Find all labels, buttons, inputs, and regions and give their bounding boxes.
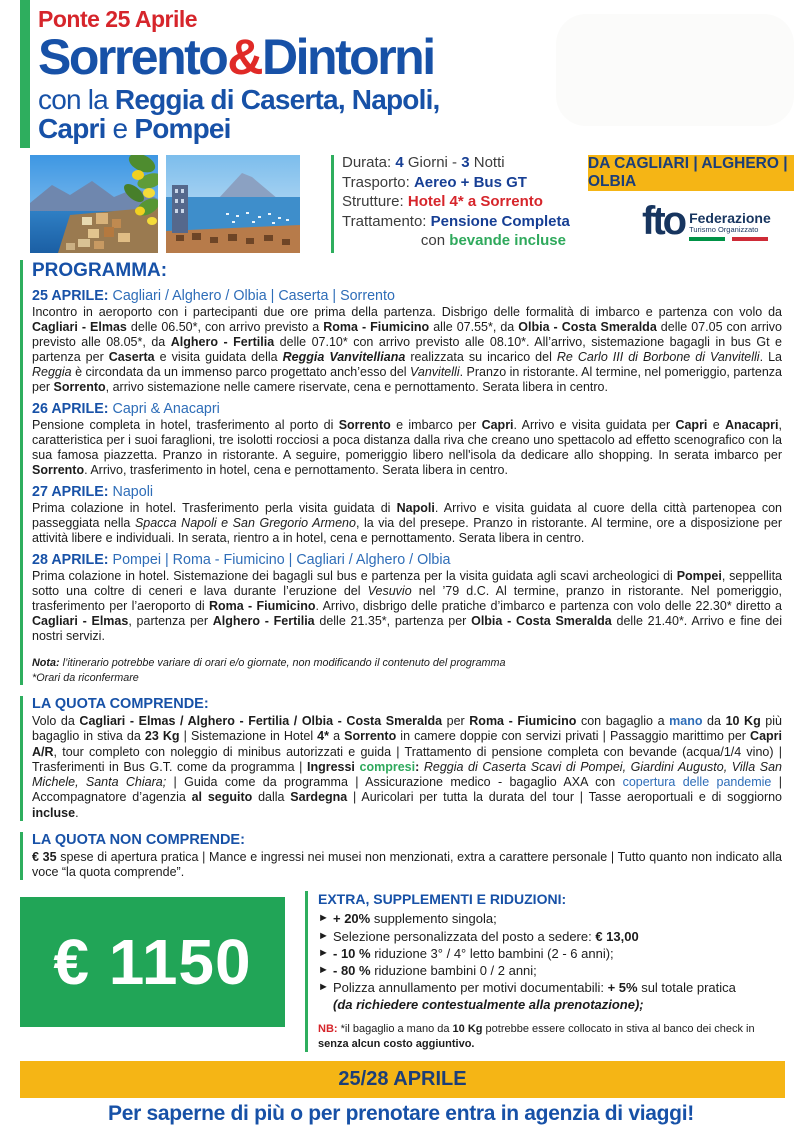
extra-section — [305, 891, 782, 1052]
info-bevande: con bevande incluse — [420, 232, 566, 249]
info-trattamento: Trattamento: Pensione Completa — [342, 212, 570, 230]
quota-non-comprende-body: € 35 spese di apertura pratica | Mance e ingressi nei musei non menzionati, extra a carattere personale | Tutto quanto non indicato alla voce “la quota comprende”. — [32, 849, 782, 880]
quota-non-comprende-heading: LA QUOTA NON COMPRENDE: — [32, 831, 245, 848]
fto-logo-line1: Federazione — [689, 210, 771, 226]
day-body: Pensione completa in hotel, trasferimento al porto di Sorrento e imbarco per Capri. Arrivo e visita guidata per Capri e Anacapri, caratteristica per i suoi faraglioni, tre isolotti rocciosi a poca distanza dalla riva che creano uno spettacolo ad effetto scenografico con la sua famosa piazzetta. Pranzo in ristorante. A seguire, pomeriggio libero nell'isola da dedicare allo shopping. In serata imbarco per Sorrento. Arrivo, trasferimento in hotel, cena e pernottamento. Serata libera in centro. — [32, 418, 783, 477]
program-note: Nota: l’itinerario potrebbe variare di orari e/o giornate, non modificando il contenuto del programma *Orari da riconfermare — [32, 657, 506, 684]
trip-info — [342, 153, 582, 251]
program-heading: PROGRAMMA: — [32, 260, 168, 281]
flag-green-bar — [689, 237, 725, 241]
quota-comprende-body: Volo da Cagliari - Elmas / Alghero - Fertilia / Olbia - Costa Smeralda per Roma - Fiumicino con bagaglio a mano da 10 Kg più bagaglio in stiva da 23 Kg | Sistemazione in Hotel 4* a Sorrento in camere doppie con servizi privati | Passaggio marittimo per Capri A/R, tour completo con noleggio di minibus autorizzati e guida | Trattamento di pensione completa con bevande (acqua/1/4 vino) | Trasferimenti in Bus G.T. come da programma | Ingressi compresi: Reggia di Caserta Scavi di Pompei, Giardini Augusto, Villa San Michele, Santa Chiara; | Guida come da programma | Assicurazione medico - bagaglio AXA con copertura delle pandemie | Accompagnatore d’agenzia al seguito dalla Sardegna | Auricolari per tutta la durata del tour | Tasse aeroportuali e di soggiorno incluse. — [32, 714, 783, 820]
main-content — [20, 260, 782, 1131]
departures-badge: DA CAGLIARI | ALGHERO | OLBIA — [588, 155, 794, 191]
program-day — [32, 401, 782, 478]
extra-item-text: - 10 % riduzione 3° / 4° letto bambini (2 - 6 anni); — [333, 945, 614, 961]
arrow-bullet-icon: ► — [318, 963, 329, 976]
info-durata: Durata: 4 Giorni - 3 Notti — [342, 154, 505, 171]
fto-flag-bars — [689, 237, 771, 241]
extra-heading: EXTRA, SUPPLEMENTI E RIDUZIONI: — [318, 891, 567, 908]
price-extra-row — [20, 891, 782, 1052]
day-date: 27 APRILE: — [32, 484, 109, 500]
cta-text: Per saperne di più o per prenotare entra in agenzia di viaggi! — [108, 1102, 694, 1125]
extra-item — [318, 962, 782, 979]
day-route: Cagliari / Alghero / Olbia | Caserta | Sorrento — [112, 288, 395, 304]
day-body: Incontro in aeroporto con i partecipanti due ore prima della partenza. Disbrigo delle formalità di imbarco e partenza con volo da Cagliari - Elmas delle 06.50*, con arrivo previsto a Roma - Fiumicino alle 07.55*, da Olbia - Costa Smeralda delle 07.05 con arrivo previsto alle 08.05*, da Alghero - Fertilia delle 07.10* con arrivo previsto alle 08.10*. All’arrivo, sistemazione bagagli in bus Gt e partenza per Caserta e visita guidata della Reggia Vanvitelliana realizzata su incarico del Re Carlo III di Borbone di Vanvitelli. La Reggia è circondata da un immenso parco progettato anch’esso del Vanvitelli. Pranzo in ristorante. Al termine, nel pomeriggio, partenza per Sorrento, arrivo sistemazione nelle camere riservate, cena e pernottamento. Serata libera in centro. — [32, 305, 783, 394]
info-strutture: Strutture: Hotel 4* a Sorrento — [342, 193, 543, 210]
fto-logo-mark: fto — [642, 199, 685, 243]
arrow-bullet-icon: ► — [318, 929, 329, 942]
program-section — [20, 260, 782, 685]
day-route: Pompei | Roma - Fiumicino | Cagliari / Alghero / Olbia — [112, 552, 451, 568]
dates-bar: 25/28 APRILE — [20, 1061, 785, 1098]
arrow-bullet-icon: ► — [318, 981, 329, 993]
price-box: € 1150 — [20, 897, 285, 1027]
day-date: 25 APRILE: — [32, 288, 109, 304]
flag-red-bar — [732, 237, 768, 241]
page-subtitle: con la Reggia di Caserta, Napoli, Capri e Pompei — [38, 84, 440, 145]
extra-item-text: Polizza annullamento per motivi documentabili: + 5% sul totale pratica (da richiedere contestualmente alla prenotazione); — [333, 980, 736, 1013]
extra-item — [318, 979, 782, 1013]
day-route: Capri & Anacapri — [112, 401, 220, 417]
program-day — [32, 484, 782, 546]
arrow-bullet-icon: ► — [318, 912, 329, 925]
extra-item — [318, 910, 782, 927]
extra-item — [318, 945, 782, 962]
extra-item-text: - 80 % riduzione bambini 0 / 2 anni; — [333, 962, 537, 978]
info-green-divider — [331, 155, 334, 253]
info-trasporto: Trasporto: Aereo + Bus GT — [342, 173, 527, 191]
extra-item-text: Selezione personalizzata del posto a sedere: € 13,00 — [333, 928, 639, 944]
extra-item-text: + 20% supplemento singola; — [333, 911, 497, 927]
program-day — [32, 288, 782, 395]
flyer-kicker: Ponte 25 Aprile — [38, 6, 198, 32]
quota-comprende-section — [20, 696, 782, 821]
program-day — [32, 552, 782, 644]
header-green-bar — [20, 0, 30, 148]
nb-note: NB: *il bagaglio a mano da 10 Kg potrebbe essere collocato in stiva al banco dei check in senza alcun costo aggiuntivo. — [318, 1023, 755, 1051]
extra-item — [318, 928, 782, 945]
header — [38, 7, 598, 143]
day-body: Prima colazione in hotel. Trasferimento perla visita guidata di Napoli. Arrivo e visita guidata al cuore della città partenopea con passeggiata nella Spacca Napoli e San Gregorio Armeno, la via del presepe. Pranzo in ristorante. Al termine, ore a disposizione per attività libere e individuali. In serata, rientro a in hotel, cena e pernottamento. Serata libera in centro. — [32, 501, 782, 545]
day-route: Napoli — [112, 484, 154, 500]
day-body: Prima colazione in hotel. Sistemazione dei bagagli sul bus e partenza per la visita guidata agli scavi archeologici di Pompei, seppellita sotto una coltre di ceneri e lava durante l’eruzione del Vesuvio nel ’79 d.C. Al termine, pranzo in ristorante. Nel pomeriggio, trasferimento per l’aeroporto di Roma - Fiumicino. Arrivo, disbrigo delle pratiche d’imbarco e partenza con volo delle 22.30* diretto a Cagliari - Elmas, partenza per Alghero - Fertilia delle 21.35*, partenza per Olbia - Costa Smeralda delle 21.40*. Arrivo e fine dei nostri servizi. — [32, 569, 782, 643]
fto-logo-line2: Turismo Organizzato — [689, 225, 759, 234]
fto-logo — [642, 199, 771, 243]
sorrento-coast-photo — [30, 155, 158, 253]
quota-comprende-heading: LA QUOTA COMPRENDE: — [32, 696, 209, 713]
day-date: 26 APRILE: — [32, 401, 109, 417]
day-date: 28 APRILE: — [32, 552, 109, 568]
quota-non-comprende-section — [20, 832, 782, 881]
page-title: Sorrento&Dintorni — [38, 29, 434, 86]
naples-bay-photo — [166, 155, 300, 253]
arrow-bullet-icon: ► — [318, 946, 329, 959]
